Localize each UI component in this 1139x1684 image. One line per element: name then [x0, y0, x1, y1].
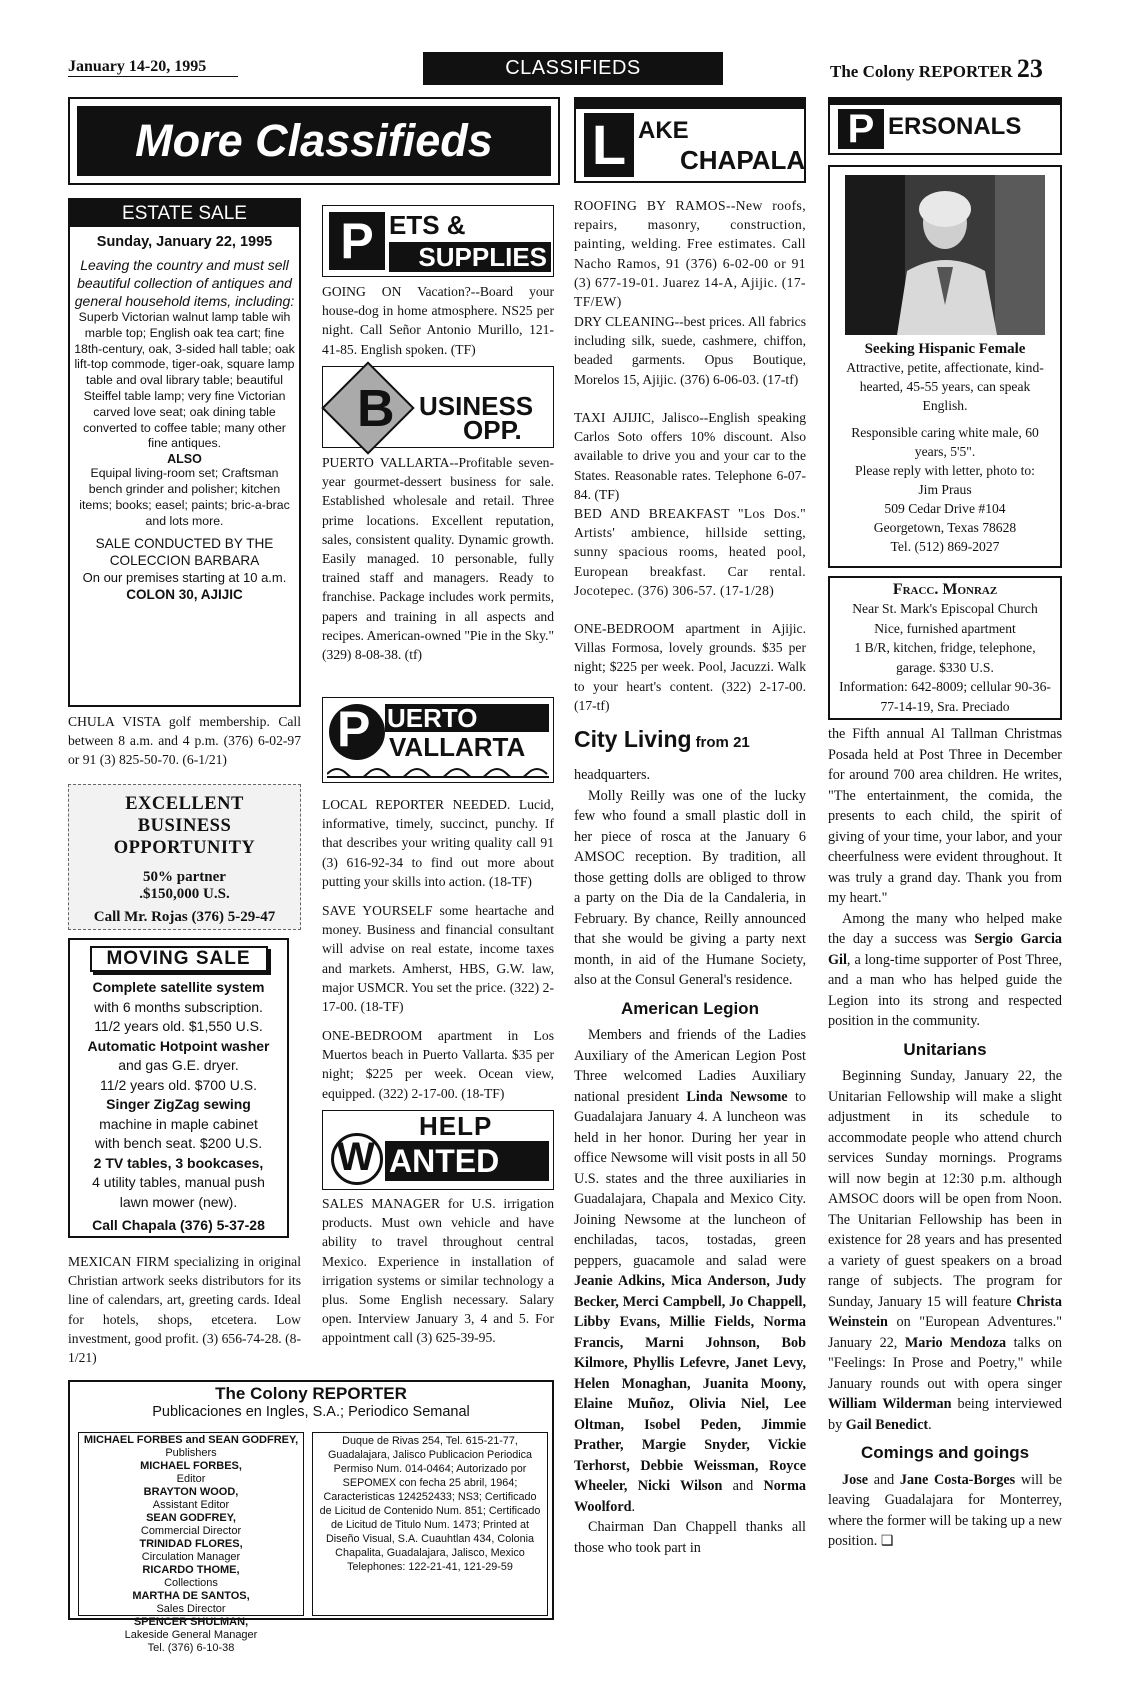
estate-sale-address: COLON 30, AJIJIC: [126, 587, 243, 603]
estate-sale-items: Superb Victorian walnut lamp table wih marble top; English oak tea cart; fine 18th-century, oak, 3-sided hall table; oak lift-top commode, tiger-oak, square lamp table and oval library table; beautiful Steiffel table lamp; very fine Victorian carved love seat; oak dining table converted to coffee table; many other fine antiques.: [74, 310, 295, 451]
business-opp-header: [322, 366, 554, 448]
estate-sale-date: Sunday, January 22, 1995: [96, 234, 273, 250]
name-run: Linda Newsome: [686, 1088, 788, 1105]
ajijic-apartment-ad: ONE-BEDROOM apartment in Ajijic. Villas Formosa, lovely grounds. $35 per night; $225 per week. Pool, Jacuzzi. Walk to your heart's content. (322) 2-17-00. (17-tf): [574, 621, 806, 713]
staff-role: Circulation Manager: [141, 1551, 241, 1563]
estate-sale-also: ALSO: [167, 452, 202, 467]
text-run: , a long-time supporter of Post Three, and a man who has helped guide the Legion into its strong and respected position in the community.: [828, 951, 1062, 1029]
help-word2: ANTED: [385, 1141, 549, 1181]
moving-sale-line: lawn mower (new).: [119, 1193, 238, 1210]
business-opportunity-title: EXCELLENT BUSINESS OPPORTUNITY: [113, 794, 256, 858]
estate-sale-premises: On our premises starting at 10 a.m.: [82, 570, 287, 586]
lake-chapala-header: [574, 97, 806, 183]
staff-name: MARTHA DE SANTOS,: [132, 1590, 250, 1602]
mexican-firm-ad: MEXICAN FIRM specializing in original Christian artwork seeks distributors for its line of calendars, art, greeting cards. Ideal for hotels, shops, etcetera. Low investment, good profit. (3) 656-74-28. (8-1/21): [68, 1254, 301, 1366]
estate-sale-intro: Leaving the country and must sell beautiful collection of antiques and general household items, including:: [74, 257, 295, 309]
name-run: Jeanie Adkins, Mica Anderson, Judy Becker, Merci Campbell, Jo Chappell, Libby Evans, Millie Fields, Norma Francis, Marni Johnson, Bob Kilmore, Phyllis Lefevre, Janet Levy, Helen Monaghan, Juanita Moony, Elaine Muñoz, Olivia Niel, Lee Oltman, Isobel Peden, Jimmie Prather, Margie Snyder, Vickie Terhorst, Debbie Weissman, Royce Wheeler, Nicki Wilson: [574, 1273, 806, 1494]
text-run: being interviewed by: [828, 1396, 1062, 1433]
paragraph: headquarters.: [574, 767, 651, 783]
name-run: Jane Costa-Borges: [899, 1471, 1016, 1488]
staff-name: BRAYTON WOOD,: [143, 1486, 239, 1498]
puerto-vallarta-header: [322, 697, 554, 783]
lake-letter: L: [584, 113, 634, 177]
masthead-legal: [316, 1434, 544, 1574]
staff-role: Publishers: [165, 1447, 217, 1459]
moving-sale-line: Automatic Hotpoint washer: [87, 1037, 270, 1054]
city-living-title: City Living: [574, 726, 692, 752]
pets-word1: ETS &: [389, 210, 466, 240]
pets-supplies-header: [322, 205, 554, 277]
paper-name: The Colony REPORTER: [830, 62, 1013, 81]
monraz-line: Near St. Mark's Episcopal Church: [852, 601, 1038, 616]
moving-sale-line: Complete satellite system: [92, 979, 265, 995]
photo-man: [845, 175, 1045, 335]
estate-sale-title: ESTATE SALE: [70, 200, 299, 227]
business-opportunity-price: .$150,000 U.S.: [139, 886, 230, 902]
text-run: and: [873, 1471, 895, 1488]
help-word1: HELP: [419, 1111, 493, 1141]
taxi-ajijic-ad: TAXI AJIJIC, Jalisco--English speaking Carlos Soto offers 10% discount. Also available to drive you and your car to the States. Reasonable rates. Telephone 6-07-84. (TF): [574, 410, 806, 502]
more-classifieds-title: More Classifieds: [135, 115, 493, 166]
help-wanted-header: [322, 1110, 554, 1190]
text-run: .: [928, 1416, 932, 1433]
moving-sale-title: MOVING SALE: [106, 948, 251, 969]
more-classifieds-frame: [68, 97, 560, 185]
pets-word2: SUPPLIES: [389, 242, 551, 272]
business-letter: B: [357, 380, 395, 438]
page-number: 23: [1016, 54, 1043, 83]
city-living-heading: [574, 726, 750, 753]
paragraph: Chairman Dan Chappell thanks all those who took part in: [574, 1519, 806, 1556]
lake-word2: CHAPALA: [680, 145, 806, 175]
paragraph: the Fifth annual Al Tallman Christmas Posada held at Post Three in December for around 700 area children. He writes, "The entertainment, the comida, the presents to each child, the spirit of giving of your time, your labor, and your cheerfulness were evident throughout. It was truly a grand day. Thank you from my heart.": [828, 726, 1062, 906]
paragraph: [828, 909, 1062, 1032]
business-word1: USINESS: [419, 391, 534, 421]
monraz-line: 1 B/R, kitchen, fridge, telephone, garage. $330 U.S.: [854, 640, 1036, 675]
estate-sale-box: [68, 198, 301, 707]
masthead-phones: Telephones: 122-21-41, 121-29-59: [347, 1561, 513, 1573]
staff-role: Commercial Director: [140, 1525, 242, 1537]
personals-reply: Please reply with letter, photo to:: [855, 463, 1035, 478]
american-legion-heading: American Legion: [621, 998, 759, 1018]
personals-addr2: Georgetown, Texas 78628: [873, 520, 1017, 535]
business-opportunity-box: [68, 784, 301, 930]
sales-manager-ad: SALES MANAGER for U.S. irrigation products. Must own vehicle and have ability to travel throughout central Mexico. Experience in installation of irrigation systems or similar technology a plus. Some English necessary. Salary open. Interview January 3, 4 and 5. For appointment call (3) 625-39-95.: [322, 1196, 554, 1346]
monraz-title: Fracc. Monraz: [892, 581, 998, 598]
puerto-word1: UERTO: [385, 704, 549, 732]
help-letter: W: [337, 1135, 375, 1179]
staff-name: SPENCER SHULMAN,: [133, 1616, 249, 1628]
chula-vista-ad: CHULA VISTA golf membership. Call between 8 a.m. and 4 p.m. (376) 6-02-97 or 91 (3) 825-50-70. (6-1/21): [68, 714, 301, 768]
business-word2: OPP.: [463, 415, 522, 445]
paragraph: [828, 1470, 1062, 1552]
name-run: William Wilderman: [828, 1396, 952, 1412]
text-run: talks on "Feelings: In Prose and Poetry," while January rounds out with opera singer: [828, 1334, 1063, 1392]
masthead-box: [68, 1380, 554, 1654]
personals-seeking: Seeking Hispanic Female: [864, 341, 1026, 357]
business-ad: PUERTO VALLARTA--Profitable seven-year gourmet-dessert business for sale. Established wholesale and retail. Three prime locations. Excellent reputation, sales, consistent quality. Dynamic growth. Easily managed. 10 personable, fully trained staff and managers. Ready to franchise. Package includes work permits, papers and training in all aspects and recipes. American-owned "Pie in the Sky." (329) 8-08-38. (tf): [322, 455, 554, 663]
dry-cleaning-ad: DRY CLEANING--best prices. All fabrics including silk, suede, cashmere, chiffon, beaded garments. Opus Boutique, Morelos 15, Ajijic. (376) 6-06-03. (17-tf): [574, 314, 806, 387]
personals-resp: Responsible caring white male, 60 years, 5'5".: [851, 425, 1039, 459]
more-classifieds-banner: [77, 106, 551, 176]
text-run: and: [732, 1478, 754, 1494]
section-name: CLASSIFIEDS: [505, 57, 641, 79]
monraz-line: Information: 642-8009; cellular 90-36-77-14-19, Sra. Preciado: [839, 679, 1051, 714]
text-run: Members and friends of the Ladies Auxiliary of the American Legion Post Three welcomed Ladies Auxiliary national president: [574, 1027, 806, 1105]
page-date: January 14-20, 1995: [68, 58, 238, 77]
moving-sale-line: machine in maple cabinet: [99, 1115, 258, 1132]
staff-role: Sales Director: [156, 1603, 226, 1615]
staff-name: SEAN GODFREY,: [146, 1512, 236, 1524]
city-living-col2: [828, 724, 1062, 1552]
moving-sale-contact: Call Chapala (376) 5-37-28: [92, 1217, 265, 1233]
estate-sale-also-items: Equipal living-room set; Craftsman bench grinder and polisher; kitchen items; books; easel; paints; bric-a-brac and lots more.: [79, 466, 290, 528]
reporter-needed-ad: LOCAL REPORTER NEEDED. Lucid, informative, timely, succinct, punchy. If that describes your writing quality call 91 (3) 616-92-34 to find out more about putting your skills into action. (18-TF): [322, 797, 554, 889]
pets-ad: GOING ON Vacation?--Board your house-dog in home atmosphere. NS25 per night. Call Señor Antonio Murillo, 121-41-85. English spoken. (TF): [322, 284, 554, 357]
name-run: Jose: [842, 1471, 869, 1488]
staff-name: TRINIDAD FLORES,: [139, 1538, 243, 1550]
masthead-legal-text: Duque de Rivas 254, Tel. 615-21-77, Guadalajara, Jalisco Publicacion Periodica Permiso Num. 014-0464; Autorizado por SEPOMEX con fecha 25 abril, 1964; Caracteristicas 124252433; NS3; Certificado de Licitud de Contenido Num. 851; Certificado de Licitud de Titulo Num. 1473; Printed at Diseño Visual, S.A. Cuauhtlan 434, Colonia Chapalita, Guadalajara, Jalisco, Mexico: [319, 1435, 541, 1559]
staff-name: MICHAEL FORBES,: [140, 1460, 242, 1472]
masthead-staff: [78, 1434, 304, 1655]
personals-letter: P: [838, 109, 884, 149]
comings-goings-heading: Comings and goings: [860, 1443, 1030, 1462]
name-run: Sergio Garcia Gil: [828, 931, 1062, 968]
moving-sale-box: [68, 938, 289, 1238]
moving-sale-line: 2 TV tables, 3 bookcases,: [93, 1154, 264, 1171]
personals-tel: Tel. (512) 869-2027: [890, 539, 1000, 554]
text-run: to Guadalajara January 4. A luncheon was held in her honor. During her year in office Newsome will visit posts in all 50 U.S. states and the three auxiliaries in Guadalajara, Chapala and Mexico City. Joining Newsome at the luncheon of enchiladas, tacos, tostadas, green peppers, guacamole and salad were: [574, 1088, 806, 1269]
masthead-subtitle: Publicaciones en Ingles, S.A.; Periodico Semanal: [152, 1404, 470, 1420]
staff-role: Assistant Editor: [152, 1499, 230, 1511]
personals-word: ERSONALS: [888, 113, 1022, 140]
monraz-box: [828, 576, 1062, 720]
puerto-letter: P: [337, 701, 371, 757]
paragraph: Molly Reilly was one of the lucky few who found a small plastic doll in her piece of rosca at the January 6 AMSOC reception. By tradition, all those getting dolls are obliged to throw a party on the Dia de la Candaleria, in February. By chance, Reilly announced that she would be giving a party next month, in aid of the Humane Society, also at the Consul General's residence.: [574, 787, 806, 988]
paragraph: [828, 1066, 1062, 1435]
text-run: Beginning Sunday, January 22, the Unitarian Fellowship will make a slight adjustment in its schedule to accommodate people who attend church services Sunday mornings. Programs will now begin at 12:30 p.m. although AMSOC doors will be open from Noon. The Unitarian Fellowship has been in existence for 28 years and has presented a variety of guest speakers on a broad range of subjects. The program for Sunday, January 15 will feature: [828, 1068, 1062, 1310]
moving-sale-line: 11/2 years old. $1,550 U.S.: [94, 1018, 263, 1034]
name-run: Christa Weinstein: [828, 1293, 1062, 1330]
city-living-from: from 21: [695, 734, 750, 751]
staff-name: RICARDO THOME,: [142, 1564, 240, 1576]
pets-letter: P: [329, 212, 385, 270]
pv-apartment-ad: ONE-BEDROOM apartment in Los Muertos beach in Puerto Vallarta. $35 per night; $225 per week. Ocean view, equipped. (322) 2-17-00. (18-TF): [322, 1028, 554, 1101]
text-run: will be leaving Guadalajara for Monterrey, where the former will be taking up a new position.: [828, 1471, 1063, 1549]
staff-tel: Tel. (376) 6-10-38: [147, 1642, 235, 1654]
text-run: on "European Adventures." January 22,: [828, 1314, 1062, 1351]
text-run: Among the many who helped make the day a success was: [828, 910, 1062, 947]
moving-sale-line: with 6 months subscription.: [94, 998, 263, 1015]
name-run: Gail Benedict: [845, 1416, 929, 1433]
personals-desc: Attractive, petite, affectionate, kind-hearted, 45-55 years, can speak English.: [846, 360, 1044, 413]
end-mark: ❑: [880, 1533, 894, 1549]
bed-breakfast-ad: BED AND BREAKFAST "Los Dos." Artists' ambience, hillside setting, sunny spacious rooms, heated pool, European breakfast. Car rental. Jocotepec. (376) 306-57. (17-1/28): [574, 506, 806, 598]
personals-header: [828, 97, 1062, 155]
paper-name-header: [830, 54, 1043, 84]
staff-role: Collections: [164, 1577, 218, 1589]
staff-role: Lakeside General Manager: [124, 1629, 258, 1641]
moving-sale-line: with bench seat. $200 U.S.: [94, 1135, 263, 1151]
puerto-word2: VALLARTA: [389, 732, 526, 762]
masthead-title: The Colony REPORTER: [215, 1384, 407, 1403]
moving-sale-line: 11/2 years old. $700 U.S.: [100, 1076, 257, 1093]
city-living-col1: [574, 765, 806, 1558]
moving-sale-line: and gas G.E. dryer.: [118, 1057, 239, 1073]
name-run: Norma Woolford: [574, 1478, 807, 1515]
business-opportunity-partner: 50% partner: [143, 869, 226, 885]
moving-sale-line: 4 utility tables, manual push: [92, 1174, 265, 1190]
palm-wave-decoration: [327, 762, 549, 778]
staff-role: Editor: [176, 1473, 206, 1485]
estate-sale-conducted: SALE CONDUCTED BY THE COLECCION BARBARA: [95, 536, 274, 569]
business-opportunity-contact: Call Mr. Rojas (376) 5-29-47: [93, 909, 276, 925]
personals-name: Jim Praus: [918, 482, 972, 497]
save-yourself-ad: SAVE YOURSELF some heartache and money. Business and financial consultant will advise on real estate, income taxes and markets. Amherst, HBS, G.W. law, major USMCR. You set the price. (322) 2-17-00. (18-TF): [322, 903, 554, 1015]
moving-sale-line: Singer ZigZag sewing: [106, 1096, 251, 1112]
name-run: Mario Mendoza: [904, 1334, 1007, 1351]
roofing-ad: ROOFING BY RAMOS--New roofs, repairs, masonry, construction, painting, welding. Free estimates. Call Nacho Ramos, 91 (376) 6-02-00 or 91 (3) 677-19-01. Juarez 14-A, Ajijic. (17-TF/EW): [574, 198, 806, 310]
monraz-line: Nice, furnished apartment: [874, 620, 1016, 636]
personals-addr1: 509 Cedar Drive #104: [884, 501, 1006, 516]
lake-word1: AKE: [638, 117, 689, 144]
paragraph: Members and friends of the Ladies Auxiliary of the American Legion Post Three welcomed Ladies Auxiliary national president Linda Newsome to Guadalajara January 4. A luncheon was held in her honor. During her year in office Newsome will visit posts in all 50 U.S. states and the three auxiliaries in Guadalajara, Chapala and Mexico City. Joining Newsome at the luncheon of enchiladas, tacos, tostadas, green peppers, guacamole and salad were Jeanie Adkins, Mica Anderson, Judy Becker, Merci Campbell, Jo Chappell, Libby Evans, Millie Fields, Norma Francis, Marni Johnson, Bob Kilmore, Phyllis Lefevre, Janet Levy, Helen Monaghan, Juanita Moony, Elaine Muñoz, Olivia Niel, Lee Oltman, Isobel Peden, Jimmie Prather, Margie Snyder, Vickie Terhorst, Debbie Weissman, Royce Wheeler, Nicki Wilson and Norma Woolford.: [574, 1027, 807, 1515]
section-banner: [423, 52, 723, 85]
unitarians-heading: Unitarians: [903, 1039, 987, 1059]
staff-name: MICHAEL FORBES and SEAN GODFREY,: [83, 1434, 299, 1446]
personals-ad-box: [828, 165, 1062, 568]
